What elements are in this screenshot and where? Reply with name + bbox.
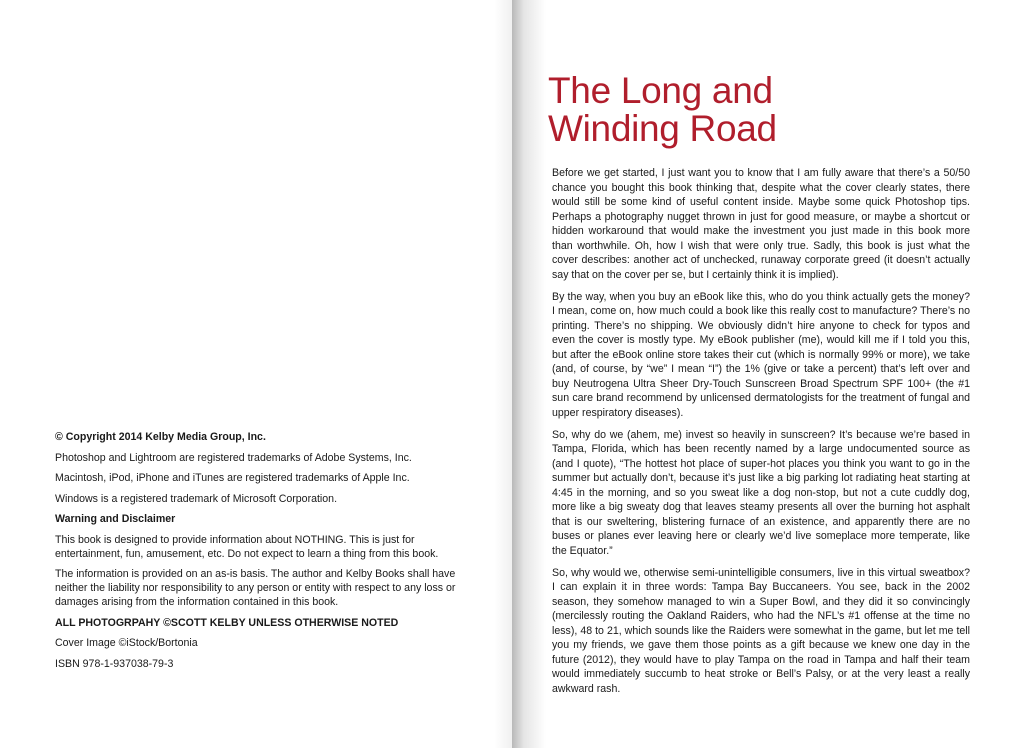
copyright-line: © Copyright 2014 Kelby Media Group, Inc. [55,431,266,443]
trademark-adobe: Photoshop and Lightroom are registered trademarks of Adobe Systems, Inc. [55,451,412,464]
body-paragraph: So, why do we (ahem, me) invest so heavily in sunscreen? It’s because we’re based in Tampa, Florida, which has been recently named by a large undocumented source as (and I quote), “The hottest hot place of super-hot places you think you want to go in the summer but actually don’t, because it’s just like a big parking lot radiating heat starting at 4:45 in the morning, and so you sweat like a dog non-stop, but not a cute cuddly dog, more like a big sweaty dog that leaves steamy presents all over the burning hot asphalt that is our sweltering, blistering furnace of an existence, and apparently there are no buses or planes ever leaving here or clearly we’d live someplace more temperate, like the Equator.” [552,428,970,557]
chapter-body [552,166,970,704]
body-paragraph: Before we get started, I just want you to know that I am fully aware that there’s a 50/50 chance you bought this book thinking that, despite what the cover clearly states, there would still be some kind of useful content inside. Maybe some quick Photoshop tips. Perhaps a photography nugget thrown in just for good measure, or maybe a shortcut or hidden workaround that would make the investment you just made in this book more than worthwhile. Oh, how I wish that were only true. Sadly, this book is just what the cover describes: another act of unchecked, runaway corporate greed (it doesn’t actually say that on the cover per se, but I certainly think it is implied). [552,167,970,281]
cover-image-credit: Cover Image ©iStock/Bortonia [55,637,198,649]
chapter-title-line1: The Long and [548,70,773,111]
liability-text: The information is provided on an as-is basis. The author and Kelby Books shall have neither the liability nor responsibility to any person or entity with respect to any loss or damages arising from the information contained in this book. [55,568,456,608]
body-paragraph: So, why would we, otherwise semi-unintelligible consumers, live in this virtual sweatbox? I can explain it in three words: Tampa Bay Buccaneers. You see, back in the 2002 season, they somehow managed to win a Super Bowl, and they did it so convincingly (mercilessly routing the Oakland Raiders, who had the NFL’s #1 offense at the time no less), 48 to 21, which sounds like the Raiders were somewhat in the game, but let me tell you my friends, we gave them those points as a gift because we knew one day in the future (2012), they would have to play Tampa on the road in Tampa and half their team would immediately succumb to heat stroke or Bell’s Palsy, or at the very least a really awkward rash. [552,566,970,695]
disclaimer-heading: Warning and Disclaimer [55,513,176,525]
photography-credit: ALL PHOTOGRPAHY ©SCOTT KELBY UNLESS OTHERWISE NOTED [55,616,399,629]
body-paragraph: By the way, when you buy an eBook like this, who do you think actually gets the money? I mean, come on, how much could a book like this really cost to manufacture? There’s no printing. There’s no shipping. We obviously didn’t hire anyone to check for typos and even the cover is mostly type. My eBook publisher (me), would kill me if I told you this, but after the eBook online store takes their cut (which is normally 99% or more), we take (and, of course, by “we” I mean “I”) the 1% (give or take a percent) that’s left over and buy Neutrogena Ultra Sheer Dry-Touch Sunscreen Broad Spectrum SPF 100+ (the #1 sun care brand recommend by unlicensed dermatologists for the treatment of fungal and upper respiratory diseases). [552,290,970,419]
chapter-title [548,72,948,148]
trademark-apple: Macintosh, iPod, iPhone and iTunes are registered trademarks of Apple Inc. [55,472,410,484]
trademark-microsoft: Windows is a registered trademark of Microsoft Corporation. [55,492,338,505]
isbn: ISBN 978-1-937038-79-3 [55,657,174,670]
copyright-block [55,430,475,677]
disclaimer-text: This book is designed to provide information about NOTHING. This is just for entertainment, fun, amusement, etc. Do not expect to learn a thing from this book. [55,533,439,560]
chapter-title-line2: Winding Road [548,108,777,149]
